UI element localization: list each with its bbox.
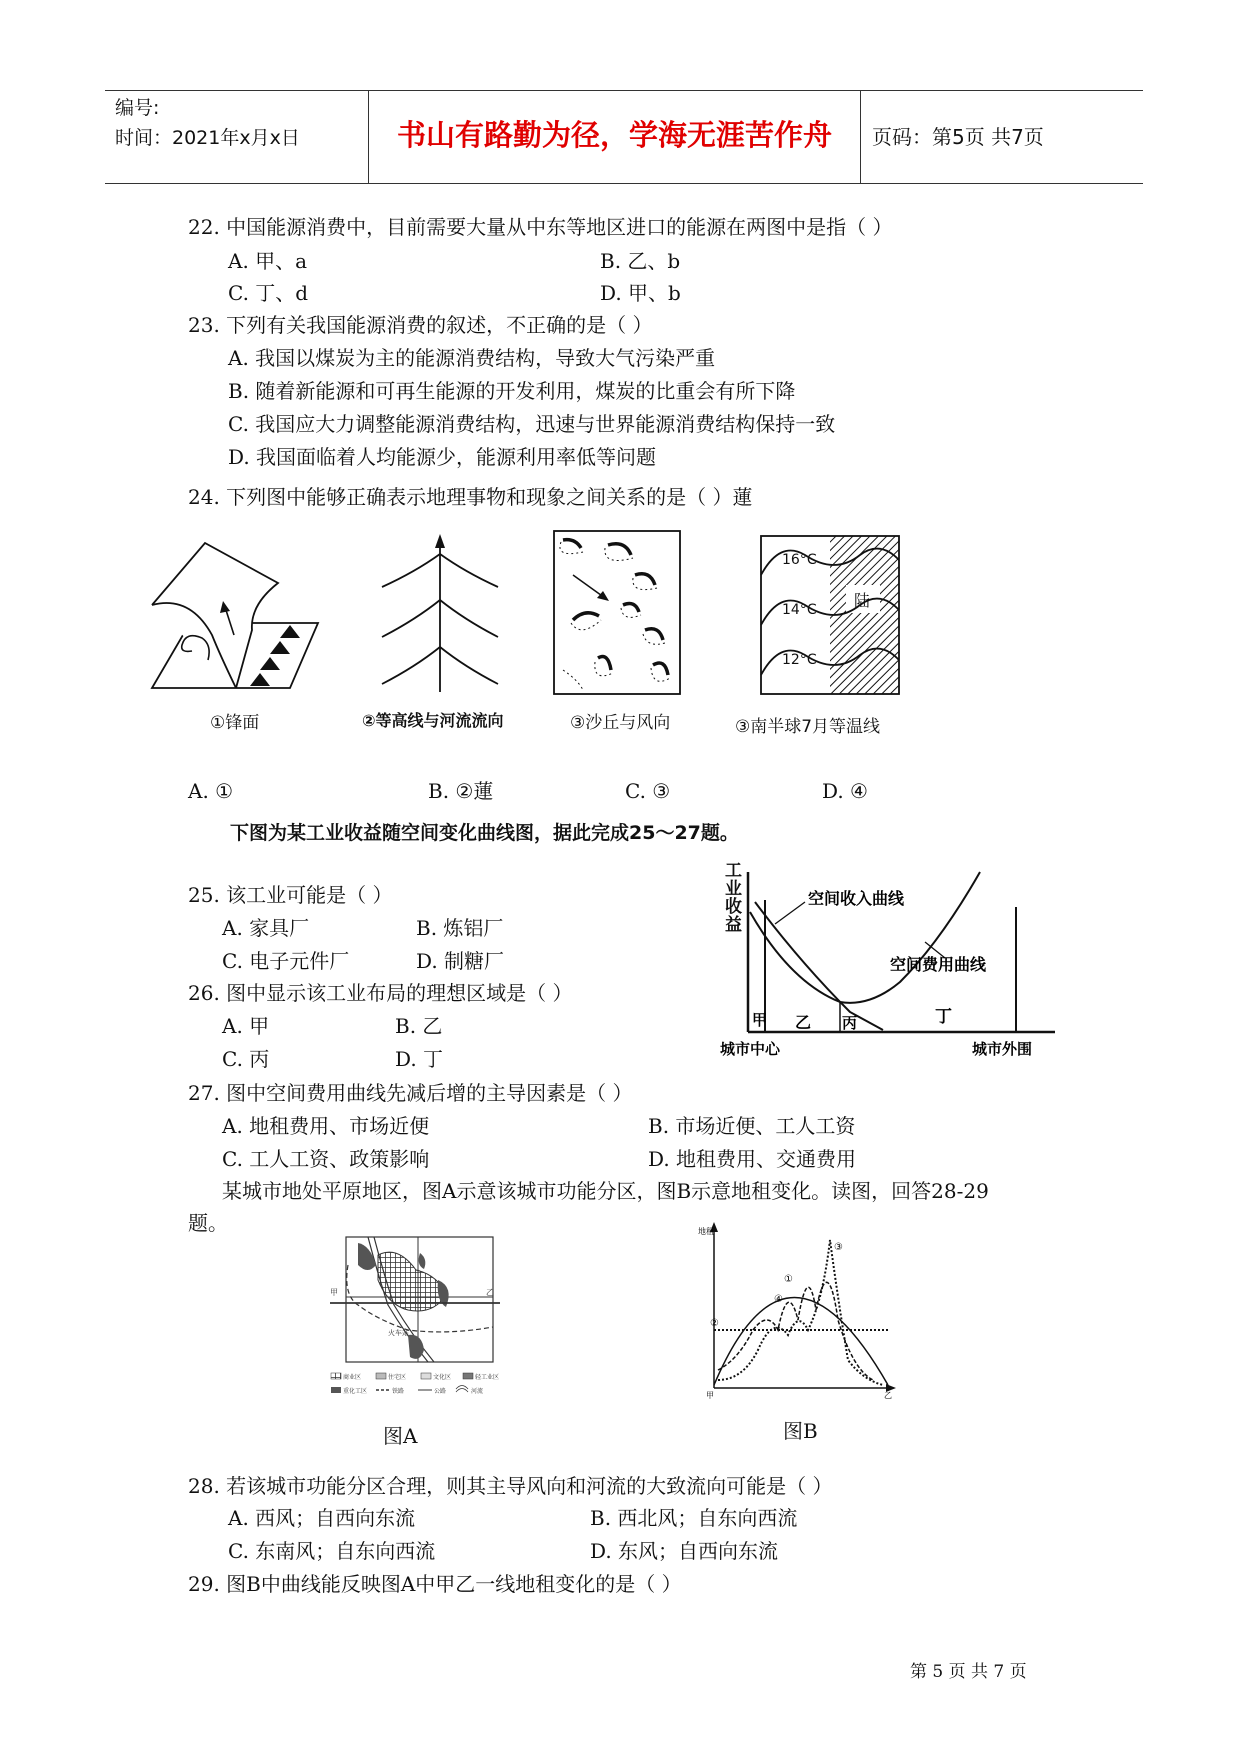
x-axis-end: 乙	[884, 1391, 892, 1400]
number-label: 编号:	[115, 97, 160, 119]
curve-mark-4: ④	[774, 1294, 783, 1305]
q25-stem: 25. 该工业可能是（ ）	[188, 883, 393, 907]
q23-option-b: B. 随着新能源和可再生能源的开发利用，煤炭的比重会有所下降	[228, 379, 796, 403]
figure-a-caption: 图A	[383, 1424, 418, 1448]
q25-option-a: A. 家具厂	[222, 916, 310, 940]
front-diagram	[150, 535, 330, 695]
q22-option-a: A. 甲、a	[228, 249, 308, 273]
isotherm-label-12: 12°C	[782, 652, 817, 668]
legend-light-industry: 轻工业区	[475, 1374, 500, 1381]
q22-option-d: D. 甲、b	[600, 281, 681, 305]
figure-caption-front: ①锋面	[210, 713, 260, 733]
q23-option-d: D. 我国面临着人均能源少，能源利用率低等问题	[228, 445, 657, 469]
region-yi: 乙	[795, 1013, 812, 1032]
q24-option-d: D. ④	[822, 779, 868, 803]
city-zoning-map	[328, 1235, 518, 1405]
region-jia: 甲	[752, 1011, 768, 1029]
header-motto: 书山有路勤为径，学海无涯苦作舟	[396, 118, 832, 152]
legend-residential: 住宅区	[388, 1374, 407, 1381]
q28-option-a: A. 西风；自西向东流	[228, 1506, 416, 1530]
q27-option-c: C. 工人工资、政策影响	[222, 1147, 430, 1171]
q25-option-c: C. 电子元件厂	[222, 949, 350, 973]
cost-curve-label: 空间费用曲线	[890, 955, 987, 974]
figure-caption-dune: ③沙丘与风向	[570, 713, 671, 733]
contour-river-diagram	[380, 532, 500, 697]
header-left	[115, 93, 365, 153]
q26-option-a: A. 甲	[222, 1014, 270, 1038]
intro-28-29-line2: 题。	[188, 1211, 228, 1235]
q25-option-d: D. 制糖厂	[416, 949, 505, 973]
q27-option-b: B. 市场近便、工人工资	[648, 1114, 856, 1138]
q24-option-b: B. ②蓮	[428, 779, 494, 803]
q24-stem: 24. 下列图中能够正确表示地理事物和现象之间关系的是（ ）蓮	[188, 485, 753, 509]
legend-heavy-industry: 重化工区	[343, 1388, 368, 1395]
q22-option-c: C. 丁、d	[228, 281, 309, 305]
y-axis-label: 地租	[698, 1227, 714, 1236]
q22-option-b: B. 乙、b	[600, 249, 681, 273]
curve-mark-3: ③	[834, 1242, 843, 1253]
q26-option-c: C. 丙	[222, 1047, 270, 1071]
q23-option-c: C. 我国应大力调整能源消费结构，迅速与世界能源消费结构保持一致	[228, 412, 836, 436]
map-mark-yi: 乙	[486, 1288, 494, 1297]
x-axis-start: 甲	[706, 1391, 714, 1400]
q27-stem: 27. 图中空间费用曲线先减后增的主导因素是（ ）	[188, 1081, 633, 1105]
q25-option-b: B. 炼铝厂	[416, 916, 504, 940]
q28-option-c: C. 东南风；自东向西流	[228, 1539, 436, 1563]
isotherm-label-16: 16°C	[782, 552, 817, 568]
legend-railway: 铁路	[392, 1388, 405, 1395]
q26-stem: 26. 图中显示该工业布局的理想区域是（ ）	[188, 981, 573, 1005]
y-axis-label-4: 益	[725, 915, 742, 935]
q22-stem: 22. 中国能源消费中，目前需要大量从中东等地区进口的能源在两图中是指（ ）	[188, 215, 893, 239]
q24-option-c: C. ③	[625, 779, 671, 803]
land-label: 陆	[854, 591, 871, 610]
q26-option-d: D. 丁	[395, 1047, 444, 1071]
q24-option-a: A. ①	[188, 779, 234, 803]
x-label-periphery: 城市外围	[972, 1040, 1033, 1058]
q26-option-b: B. 乙	[395, 1014, 443, 1038]
map-place-label: 火车站	[388, 1329, 409, 1337]
q23-option-a: A. 我国以煤炭为主的能源消费结构，导致大气污染严重	[228, 346, 716, 370]
y-axis-label-3: 收	[725, 897, 742, 917]
curve-mark-2: ②	[710, 1318, 719, 1329]
header-divider	[860, 91, 861, 183]
y-axis-label-1: 工	[725, 862, 742, 881]
page-header	[105, 90, 1143, 184]
intro-28-29-line1: 某城市地处平原地区，图A示意该城市功能分区，图B示意地租变化。读图，回答28-29	[222, 1179, 989, 1203]
figure-caption-contour: ②等高线与河流流向	[362, 711, 504, 730]
industry-income-chart	[700, 862, 1060, 1062]
y-axis-label-2: 业	[725, 879, 742, 899]
map-mark-jia: 甲	[330, 1288, 338, 1297]
time-label: 时间：2021年x月x日	[115, 127, 300, 149]
region-bing: 丙	[842, 1014, 858, 1032]
figure-caption-isotherm: ③南半球7月等温线	[735, 717, 881, 737]
sand-dune-diagram	[553, 530, 681, 695]
legend-highway: 公路	[434, 1388, 447, 1395]
isotherm-diagram	[760, 535, 900, 695]
q23-stem: 23. 下列有关我国能源消费的叙述，不正确的是（ ）	[188, 313, 653, 337]
legend-river: 河流	[471, 1388, 484, 1395]
q27-option-a: A. 地租费用、市场近便	[222, 1114, 430, 1138]
curve-mark-1: ①	[784, 1274, 793, 1285]
income-curve-label: 空间收入曲线	[808, 889, 905, 908]
q28-stem: 28. 若该城市功能分区合理，则其主导风向和河流的大致流向可能是（ ）	[188, 1474, 833, 1498]
page-footer: 第 5 页 共 7 页	[910, 1662, 1027, 1682]
region-ding: 丁	[935, 1007, 952, 1027]
q28-option-b: B. 西北风；自东向西流	[590, 1506, 798, 1530]
header-page-label: 页码：第5页 共7页	[872, 125, 1044, 149]
q28-option-d: D. 东风；自西向东流	[590, 1539, 779, 1563]
figure-b-caption: 图B	[783, 1419, 818, 1443]
legend-culture: 文化区	[433, 1374, 452, 1381]
q27-option-d: D. 地租费用、交通费用	[648, 1147, 857, 1171]
x-label-center: 城市中心	[720, 1040, 781, 1058]
land-rent-chart	[698, 1220, 898, 1400]
q29-stem: 29. 图B中曲线能反映图A中甲乙一线地租变化的是（ ）	[188, 1572, 682, 1596]
legend-commercial: 商业区	[343, 1374, 362, 1381]
intro-25-27: 下图为某工业收益随空间变化曲线图，据此完成25～27题。	[230, 822, 739, 844]
isotherm-label-14: 14°C	[782, 602, 817, 618]
